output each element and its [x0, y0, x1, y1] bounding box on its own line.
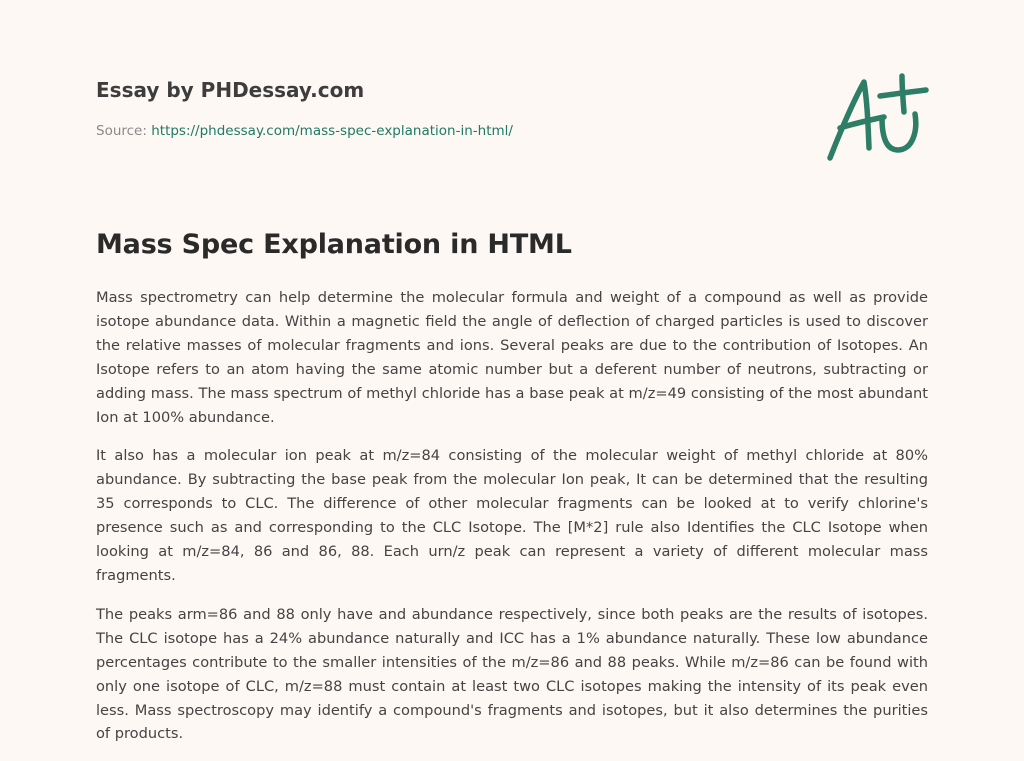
source-line [96, 122, 796, 140]
site-title: Essay by PHDessay.com [96, 78, 365, 102]
paragraph: It also has a molecular ion peak at m/z=84 consisting of the molecular weight of methyl chloride at 80% abundance. By subtracting the base peak from the molecular Ion peak, It can be determined that the resulting 35 corresponds to CLC. The difference of other molecular fragments can be looked at to verify chlorine's presence such as and corresponding to the CLC Isotope. The [M*2] rule also Identifies the CLC Isotope when looking at m/z=84, 86 and 86, 88. Each urn/z peak can represent a variety of different molecular mass fragments. [96, 447, 928, 584]
source-link[interactable]: https://phdessay.com/mass-spec-explanation-in-html/ [151, 123, 513, 139]
paragraph: The peaks arm=86 and 88 only have and abundance respectively, since both peaks are the results of isotopes. The CLC isotope has a 24% abundance naturally and ICC has a 1% abundance naturally. These low abundance percentages contribute to the smaller intensities of the m/z=86 and 88 peaks. While m/z=86 can be found with only one isotope of CLC, m/z=88 must contain at least two CLC isotopes making the intensity of its peak even less. Mass spectroscopy may identify a compound's fragments and isotopes, but it also determines the purities of products. [96, 605, 928, 743]
a-plus-logo-icon [822, 70, 932, 165]
paragraph: Mass spectrometry can help determine the molecular formula and weight of a compound as well as provide isotope abundance data. Within a magnetic field the angle of deflection of charged particles is used to discover the relative masses of molecular fragments and ions. Several peaks are due to the contribution of Isotopes. An Isotope refers to an atom having the same atomic number but a deferent number of neutrons, subtracting or adding mass. The mass spectrum of methyl chloride has a base peak at m/z=49 consisting of the most abundant Ion at 100% abundance. [96, 289, 928, 426]
source-label: Source: [96, 123, 147, 139]
article-title: Mass Spec Explanation in HTML [96, 229, 572, 260]
essay-header [96, 78, 796, 140]
article-body [96, 286, 928, 761]
